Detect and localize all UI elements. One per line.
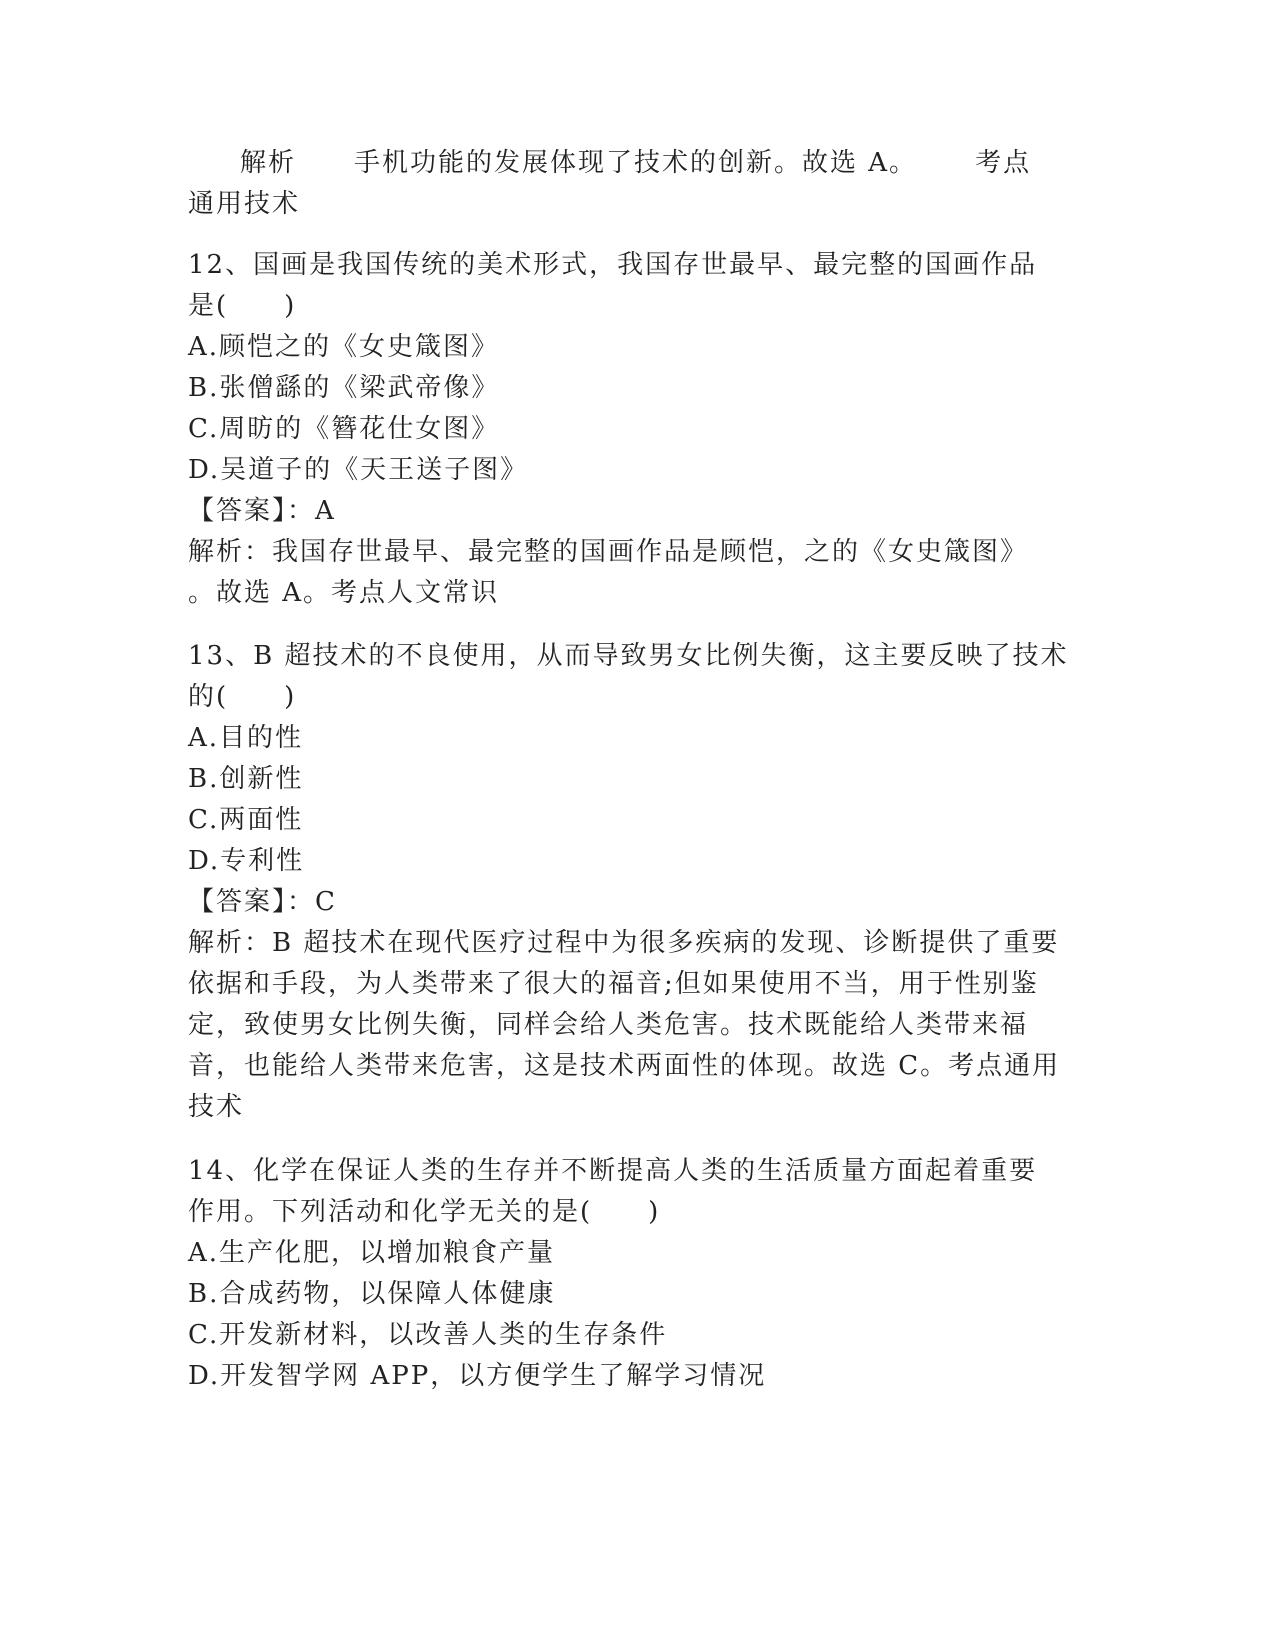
question-14-stem-line-2: 作用。下列活动和化学无关的是( ) bbox=[188, 1197, 661, 1227]
intro-point-text: 通用技术 bbox=[188, 189, 301, 219]
question-14-option-b: B.合成药物，以保障人体健康 bbox=[188, 1279, 556, 1309]
intro-analysis-line bbox=[240, 146, 1031, 180]
question-12-stem-line-1: 12、国画是我国传统的美术形式，我国存世最早、最完整的国画作品 bbox=[188, 250, 1038, 280]
question-13-analysis-line-5: 技术 bbox=[188, 1092, 245, 1122]
question-12-answer: 【答案】：A bbox=[188, 496, 336, 526]
question-12-stem-line-2: 是( ) bbox=[188, 291, 297, 321]
question-12-option-b: B.张僧繇的《梁武帝像》 bbox=[188, 373, 500, 403]
question-13-analysis-line-2: 依据和手段，为人类带来了很大的福音;但如果使用不当，用于性别鉴 bbox=[188, 969, 1039, 999]
question-13-analysis-line-1: 解析：B 超技术在现代医疗过程中为很多疾病的发现、诊断提供了重要 bbox=[188, 928, 1060, 958]
point-label: 考点 bbox=[975, 148, 1032, 178]
question-12-analysis-line-2: 。故选 A。考点人文常识 bbox=[188, 578, 500, 608]
question-13-option-d: D.专利性 bbox=[188, 846, 305, 876]
question-14-option-c: C.开发新材料，以改善人类的生存条件 bbox=[188, 1320, 668, 1350]
question-14-stem-line-1: 14、化学在保证人类的生存并不断提高人类的生活质量方面起着重要 bbox=[188, 1156, 1038, 1186]
question-13-option-b: B.创新性 bbox=[188, 764, 304, 794]
analysis-text: 手机功能的发展体现了技术的创新。故选 A。 bbox=[354, 148, 918, 178]
question-13-stem-line-1: 13、B 超技术的不良使用，从而导致男女比例失衡，这主要反映了技术 bbox=[188, 641, 1069, 671]
question-13-option-c: C.两面性 bbox=[188, 805, 304, 835]
analysis-label: 解析 bbox=[240, 148, 297, 178]
question-12-option-c: C.周昉的《簪花仕女图》 bbox=[188, 414, 500, 444]
question-13-option-a: A.目的性 bbox=[188, 723, 304, 753]
question-12-option-d: D.吴道子的《天王送子图》 bbox=[188, 455, 529, 485]
question-13-analysis-line-4: 音，也能给人类带来危害，这是技术两面性的体现。故选 C。考点通用 bbox=[188, 1051, 1061, 1081]
question-13-stem-line-2: 的( ) bbox=[188, 682, 297, 712]
question-14-option-a: A.生产化肥，以增加粮食产量 bbox=[188, 1238, 556, 1268]
question-12-option-a: A.顾恺之的《女史箴图》 bbox=[188, 332, 500, 362]
question-14-option-d: D.开发智学网 APP，以方便学生了解学习情况 bbox=[188, 1361, 767, 1391]
question-13-answer: 【答案】：C bbox=[188, 887, 337, 917]
question-13-analysis-line-3: 定，致使男女比例失衡，同样会给人类危害。技术既能给人类带来福 bbox=[188, 1010, 1029, 1040]
question-12-analysis-line-1: 解析：我国存世最早、最完整的国画作品是顾恺，之的《女史箴图》 bbox=[188, 537, 1029, 567]
